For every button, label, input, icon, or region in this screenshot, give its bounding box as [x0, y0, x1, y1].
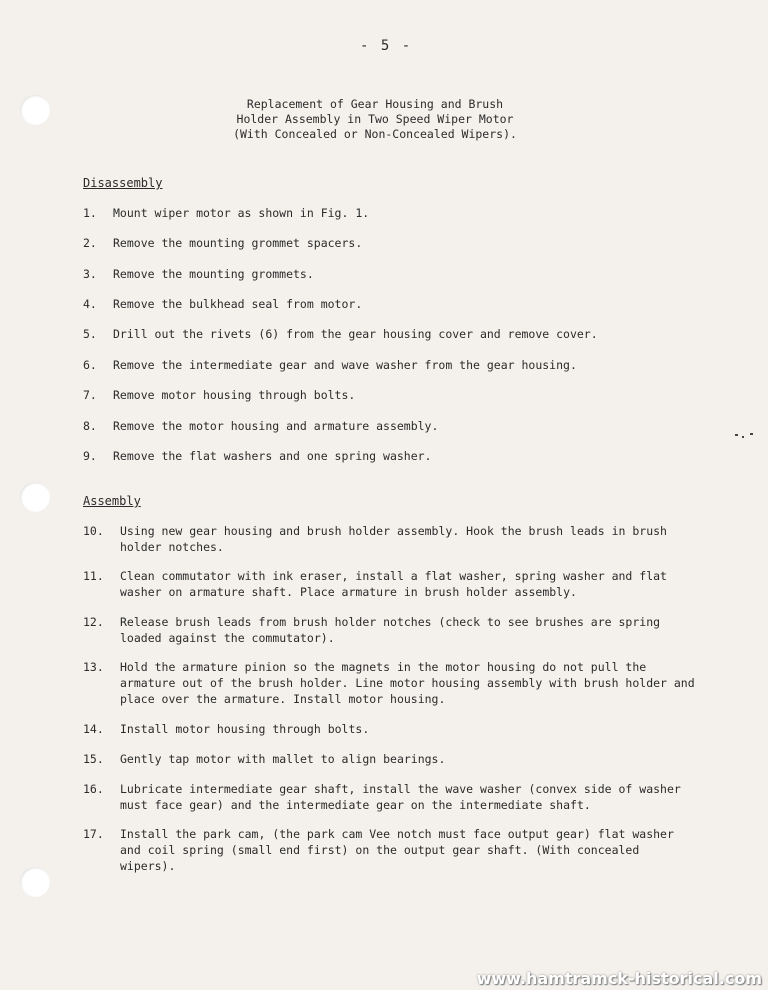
step-text: Remove the mounting grommets. — [113, 267, 314, 281]
step-number: 4. — [83, 297, 97, 311]
step-item — [83, 296, 713, 312]
punch-hole — [20, 95, 50, 125]
step-text: Remove motor housing through bolts. — [113, 388, 356, 402]
step-text: Remove the mounting grommet spacers. — [113, 236, 363, 250]
step-number: 17. — [83, 827, 104, 841]
step-number: 2. — [83, 236, 97, 250]
step-text: Remove the flat washers and one spring washer. — [113, 449, 432, 463]
step-text: Install motor housing through bolts. — [120, 722, 370, 736]
step-item — [83, 205, 713, 221]
step-text: Drill out the rivets (6) from the gear housing cover and remove cover. — [113, 327, 598, 341]
step-text: Remove the bulkhead seal from motor. — [113, 297, 363, 311]
title-line: (With Concealed or Non-Concealed Wipers). — [233, 127, 517, 141]
step-number: 7. — [83, 388, 97, 402]
step-number: 6. — [83, 358, 97, 372]
step-item — [83, 751, 713, 767]
title-line: Holder Assembly in Two Speed Wiper Motor — [236, 112, 514, 126]
step-number: 5. — [83, 327, 97, 341]
step-text: Mount wiper motor as shown in Fig. 1. — [113, 206, 370, 220]
step-item — [83, 781, 698, 813]
punch-hole — [20, 482, 50, 512]
step-item — [83, 235, 713, 251]
step-number: 8. — [83, 419, 97, 433]
step-item — [83, 266, 713, 282]
document-title — [200, 97, 550, 142]
title-line: Replacement of Gear Housing and Brush — [246, 97, 504, 111]
section-heading-assembly: Assembly — [83, 494, 141, 508]
step-text: Install the park cam, (the park cam Vee notch must face output gear) flat washer and coil spring (small end first) on the output gear shaft. (With concealed wipers). — [120, 827, 674, 873]
step-number: 1. — [83, 206, 97, 220]
step-item — [83, 387, 713, 403]
step-number: 16. — [83, 782, 104, 796]
step-number: 3. — [83, 267, 97, 281]
step-number: 13. — [83, 660, 104, 674]
site-watermark: www.hamtramck-historical.com — [476, 969, 762, 988]
step-item — [83, 418, 713, 434]
step-item — [83, 614, 695, 646]
step-number: 9. — [83, 449, 97, 463]
step-item — [83, 721, 713, 737]
step-text: Remove the motor housing and armature assembly. — [113, 419, 439, 433]
step-text: Gently tap motor with mallet to align bearings. — [120, 752, 446, 766]
step-item — [83, 357, 713, 373]
step-text: Lubricate intermediate gear shaft, install the wave washer (convex side of washer must face gear) and the intermediate gear on the intermediate shaft. — [120, 782, 681, 812]
step-item — [83, 568, 695, 600]
step-number: 10. — [83, 524, 104, 538]
paper-speck — [750, 433, 753, 435]
section-heading-disassembly: Disassembly — [83, 176, 163, 190]
step-item — [83, 826, 688, 874]
step-number: 12. — [83, 615, 104, 629]
step-item — [83, 326, 713, 342]
step-number: 15. — [83, 752, 104, 766]
paper-speck — [742, 436, 744, 438]
step-text: Clean commutator with ink eraser, install a flat washer, spring washer and flat washer on armature shaft. Place armature in brush holder assembly. — [120, 569, 667, 599]
step-text: Release brush leads from brush holder notches (check to see brushes are spring loaded against the commutator). — [120, 615, 661, 645]
step-text: Remove the intermediate gear and wave washer from the gear housing. — [113, 358, 577, 372]
step-text: Using new gear housing and brush holder assembly. Hook the brush leads in brush holder notches. — [120, 524, 667, 554]
page-number: - 5 - — [360, 38, 413, 54]
step-item — [83, 659, 708, 707]
step-text: Hold the armature pinion so the magnets in the motor housing do not pull the armature out of the brush holder. Line motor housing assembly with brush holder and place over the armature. Install motor housing. — [120, 660, 695, 706]
step-number: 11. — [83, 569, 104, 583]
punch-hole — [20, 867, 50, 897]
step-item — [83, 523, 695, 555]
paper-speck — [735, 434, 738, 436]
step-number: 14. — [83, 722, 104, 736]
step-item — [83, 448, 713, 464]
